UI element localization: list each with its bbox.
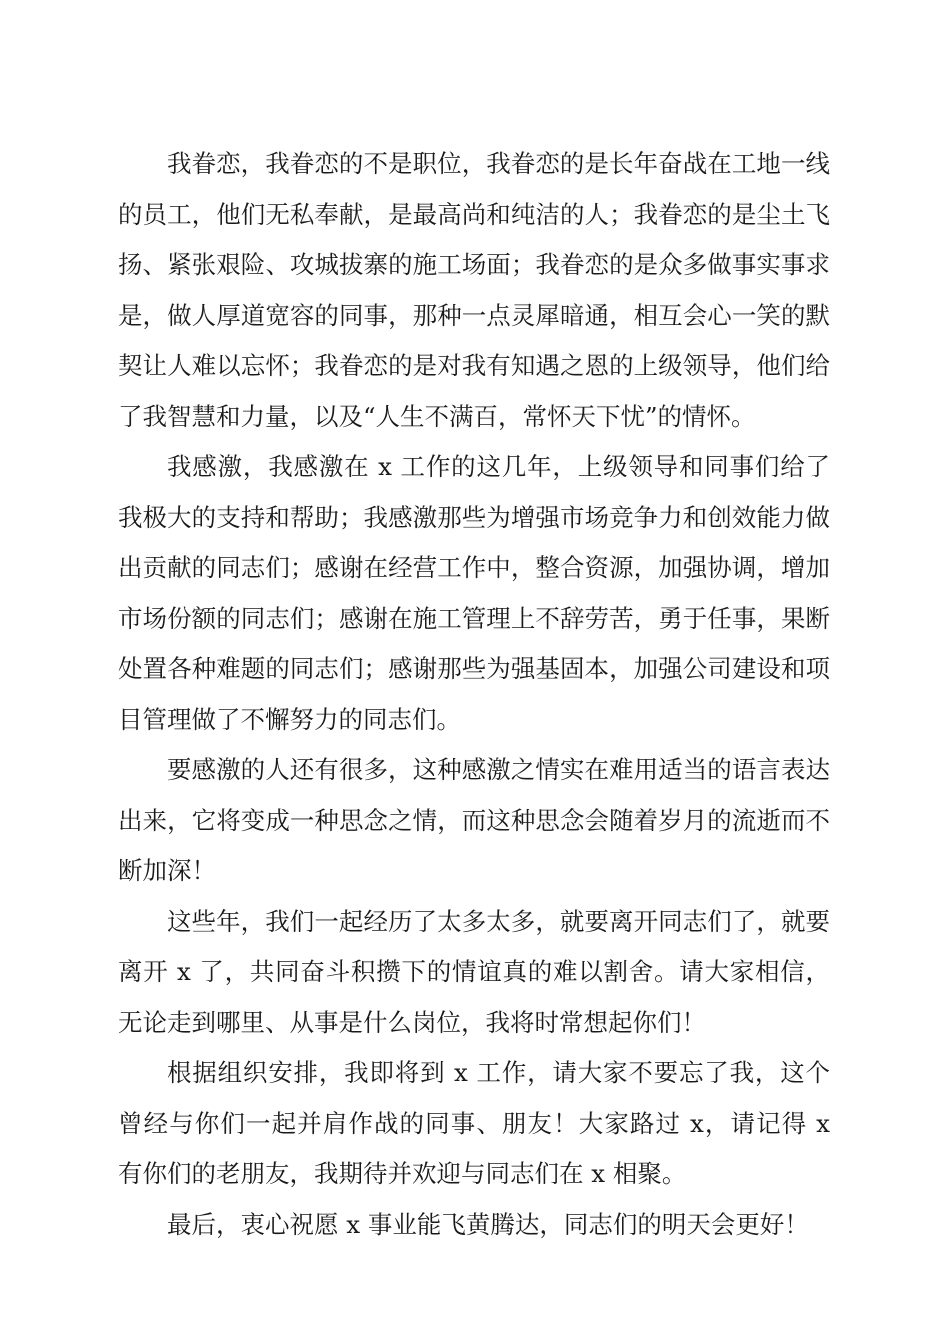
paragraph-many-to-thank: 要感激的人还有很多，这种感激之情实在难用适当的语言表达出来，它将变成一种思念之情，而这种思念会随着岁月的流逝而不断加深！ bbox=[118, 755, 830, 885]
paragraph-closing-wishes: 最后，衷心祝愿 x 事业能飞黄腾达，同志们的明天会更好！ bbox=[167, 1209, 809, 1239]
paragraph-attachment: 我眷恋，我眷恋的不是职位，我眷恋的是长年奋战在工地一线的员工，他们无私奉献，是最高尚和纯洁的人；我眷恋的是尘土飞扬、紧张艰险、攻城拔寨的施工场面；我眷恋的是众多做事实事求是，做人厚道宽容的同事，那种一点灵犀暗通，相互会心一笑的默契让人难以忘怀；我眷恋的是对我有知遇之恩的上级领导，他们给了我智慧和力量，以及“人生不满百，常怀天下忧”的情怀。 bbox=[118, 149, 830, 431]
document-body bbox=[118, 139, 830, 1250]
paragraph-farewell: 这些年，我们一起经历了太多太多，就要离开同志们了，就要离开 x 了，共同奋斗积攒下的情谊真的难以割舍。请大家相信，无论走到哪里、从事是什么岗位，我将时常想起你们！ bbox=[118, 906, 830, 1037]
paragraph-gratitude: 我感激，我感激在 x 工作的这几年，上级领导和同事们给了我极大的支持和帮助；我感激那些为增强市场竞争力和创效能力做出贡献的同志们；感谢在经营工作中，整合资源，加强协调，增加市场份额的同志们；感谢在施工管理上不辞劳苦，勇于任事，果断处置各种难题的同志们；感谢那些为强基固本，加强公司建设和项目管理做了不懈努力的同志们。 bbox=[118, 452, 830, 734]
paragraph-new-assignment: 根据组织安排，我即将到 x 工作，请大家不要忘了我，这个曾经与你们一起并肩作战的同事、朋友！大家路过 x，请记得 x 有你们的老朋友，我期待并欢迎与同志们在 x 相聚。 bbox=[118, 1058, 830, 1188]
